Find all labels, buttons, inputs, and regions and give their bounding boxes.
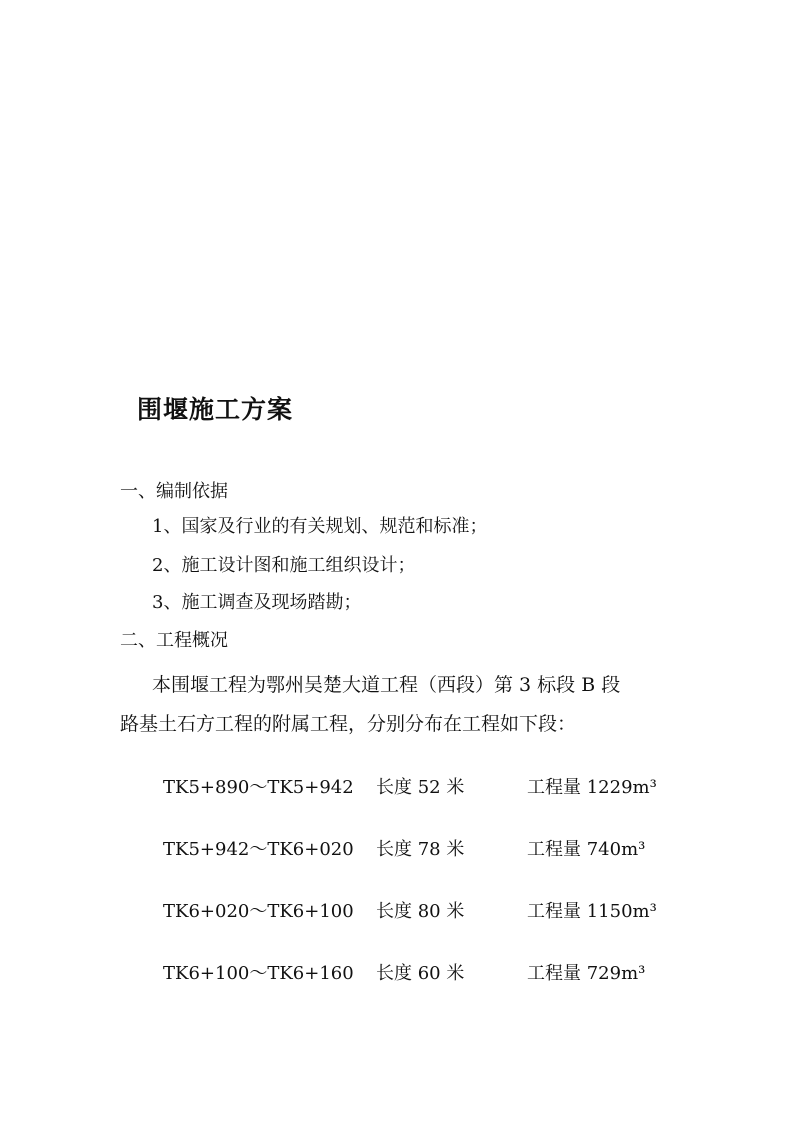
basis-item-1: 1、国家及行业的有关规划、规范和标准； [152, 516, 488, 537]
segment-length: 长度 80 米 [376, 901, 465, 922]
segment-range: TK6+100～TK6+160 [163, 963, 354, 984]
segment-row [0, 775, 794, 801]
segment-length: 长度 52 米 [376, 777, 465, 798]
basis-item-3: 3、施工调查及现场踏勘； [152, 592, 362, 613]
segment-row [0, 899, 794, 925]
segment-length: 长度 60 米 [376, 963, 465, 984]
segment-quantity: 工程量 740m³ [527, 839, 646, 860]
segment-range: TK6+020～TK6+100 [163, 901, 354, 922]
section-heading-basis: 一、编制依据 [120, 481, 228, 502]
segment-row [0, 961, 794, 987]
segment-range: TK5+942～TK6+020 [163, 839, 354, 860]
segment-quantity: 工程量 1150m³ [527, 901, 657, 922]
segment-range: TK5+890～TK5+942 [163, 777, 354, 798]
overview-paragraph-line-1: 本围堰工程为鄂州吴楚大道工程（西段）第 3 标段 B 段 [152, 674, 621, 696]
overview-paragraph-line-2: 路基土石方工程的附属工程，分别分布在工程如下段： [120, 713, 577, 735]
segment-quantity: 工程量 729m³ [527, 963, 646, 984]
section-heading-overview: 二、工程概况 [120, 630, 228, 651]
segment-row [0, 837, 794, 863]
document-title: 围堰施工方案 [137, 395, 294, 424]
segment-quantity: 工程量 1229m³ [527, 777, 657, 798]
segment-length: 长度 78 米 [376, 839, 465, 860]
basis-item-2: 2、施工设计图和施工组织设计； [152, 555, 416, 576]
